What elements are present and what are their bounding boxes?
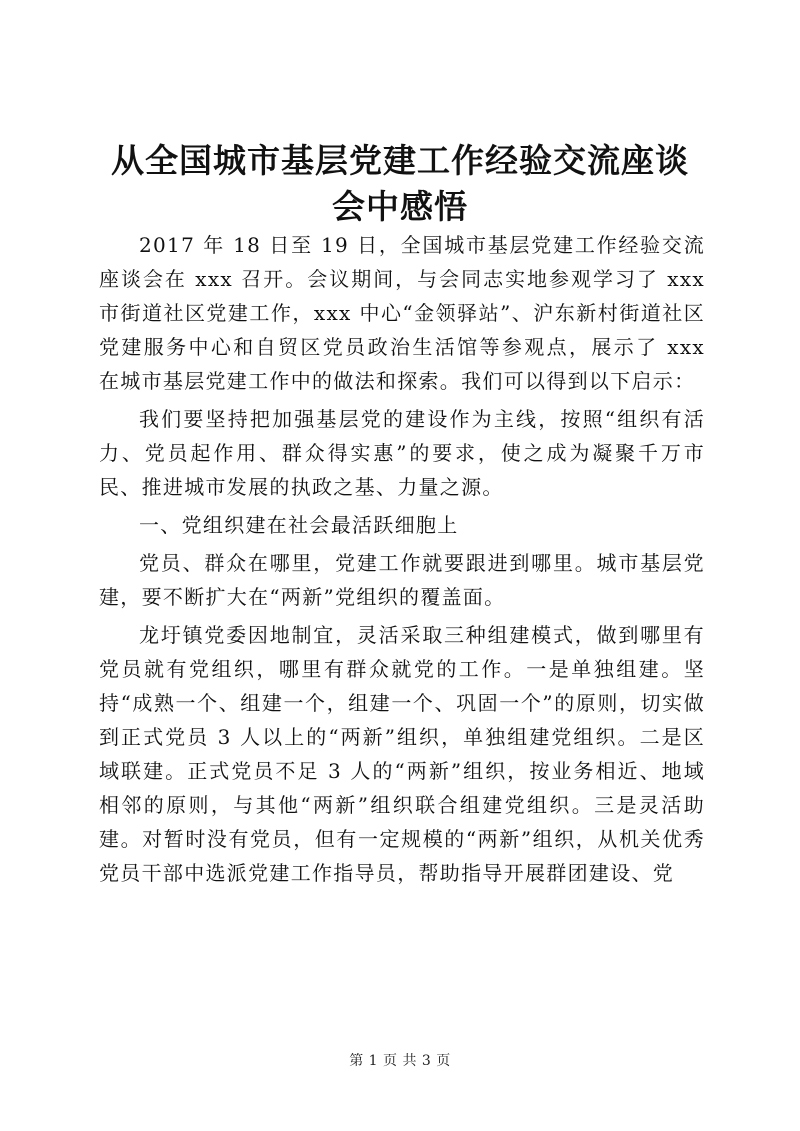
document-body: [99, 228, 705, 894]
page-number-footer: 第 1 页 共 3 页: [349, 1053, 451, 1069]
section-heading: 一、党组织建在社会最活跃细胞上: [139, 513, 459, 537]
document-title: 从全国城市基层党建工作经验交流座谈会中感悟: [111, 141, 689, 226]
principle-paragraph: 我们要坚持把加强基层党的建设作为主线，按照“组织有活力、党员起作用、群众得实惠”的要求，使之成为凝聚千万市民、推进城市发展的执政之基、力量之源。: [99, 407, 705, 499]
section-paragraph: 党员、群众在哪里，党建工作就要跟进到哪里。城市基层党建，要不断扩大在“两新”党组织的覆盖面。: [99, 551, 705, 609]
section-paragraph: 龙圩镇党委因地制宜，灵活采取三种组建模式，做到哪里有党员就有党组织，哪里有群众就党的工作。一是单独组建。坚持“成熟一个、组建一个，组建一个、巩固一个”的原则，切实做到正式党员 3 人以上的“两新”组织，单独组建党组织。二是区域联建。正式党员不足 3 人的“两新”组织，按业务相近、地域相邻的原则，与其他“两新”组织联合组建党组织。三是灵活助建。对暂时没有党员，但有一定规模的“两新”组织，从机关优秀党员干部中选派党建工作指导员，帮助指导开展群团建设、党: [99, 623, 705, 885]
intro-paragraph: 2017 年 18 日至 19 日，全国城市基层党建工作经验交流座谈会在 xxx 召开。会议期间，与会同志实地参观学习了 xxx 市街道社区党建工作，xxx 中心“金领驿站”、沪东新村街道社区党建服务中心和自贸区党员政治生活馆等参观点，展示了 xxx 在城市基层党建工作中的做法和探索。我们可以得到以下启示：: [99, 233, 705, 393]
